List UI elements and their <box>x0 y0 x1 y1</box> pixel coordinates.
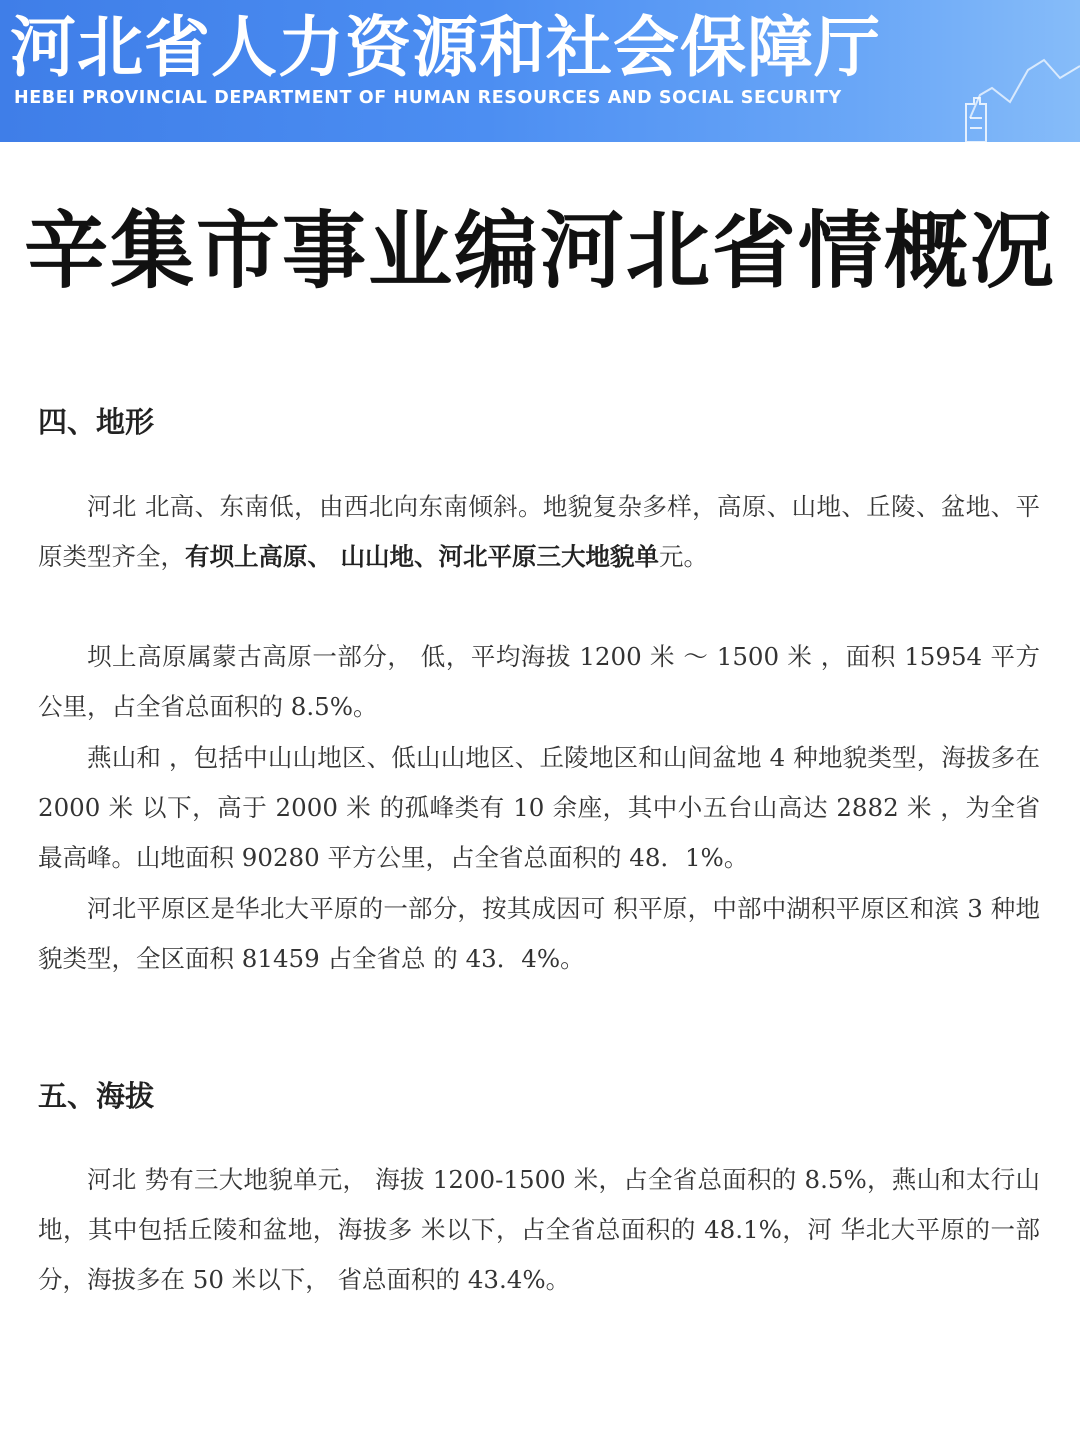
great-wall-icon <box>940 0 1080 142</box>
paragraph-altitude: 河北 势有三大地貌单元， 海拔 1200-1500 米，占全省总面积的 8.5%，燕山和太行山地，其中包括丘陵和盆地，海拔多 米以下，占全省总面积的 48.1%，河 华北大平原的一部分，海拔多在 50 米以下， 省总面积的 43.4%。 <box>38 1165 1040 1294</box>
paragraph-text: 河北 北高、东南低，由西北向东南倾斜。地貌复杂多样，高原、山地、丘陵、盆地、平原类型齐全， <box>38 492 1040 571</box>
department-name-english: HEBEI PROVINCIAL DEPARTMENT OF HUMAN RESOURCES AND SOCIAL SECURITY <box>14 88 842 108</box>
paragraph-mountains: 燕山和 ，包括中山山地区、低山山地区、丘陵地区和山间盆地 4 种地貌类型，海拔多在 2000 米 以下，高于 2000 米 的孤峰类有 10 余座，其中小五台山高达 2882 米 ，为全省最高峰。山地面积 90280 平方公里，占全省总面积的 48．1%。 <box>38 743 1040 872</box>
paragraph-terrain-overview <box>38 482 1040 582</box>
header-banner <box>0 0 1080 142</box>
page-title: 辛集市事业编河北省情概况 <box>23 202 1056 300</box>
paragraph-bold-text: 有坝上高原、 山山地、河北平原三大地貌单 <box>185 542 660 571</box>
department-name: 河北省人力资源和社会保障厅 <box>10 9 881 86</box>
paragraph-bashang-plateau: 坝上高原属蒙古高原一部分， 低，平均海拔 1200 米 ～ 1500 米 ，面积 15954 平方公里，占全省总面积的 8.5%。 <box>38 642 1040 721</box>
section-heading-terrain: 四、地形 <box>38 405 155 439</box>
paragraph-plain: 河北平原区是华北大平原的一部分，按其成因可 积平原，中部中湖积平原区和滨 3 种地貌类型，全区面积 81459 占全省总 的 43．4%。 <box>38 894 1040 973</box>
paragraph-text: 元。 <box>659 542 709 571</box>
section-heading-altitude: 五、海拔 <box>38 1079 155 1113</box>
